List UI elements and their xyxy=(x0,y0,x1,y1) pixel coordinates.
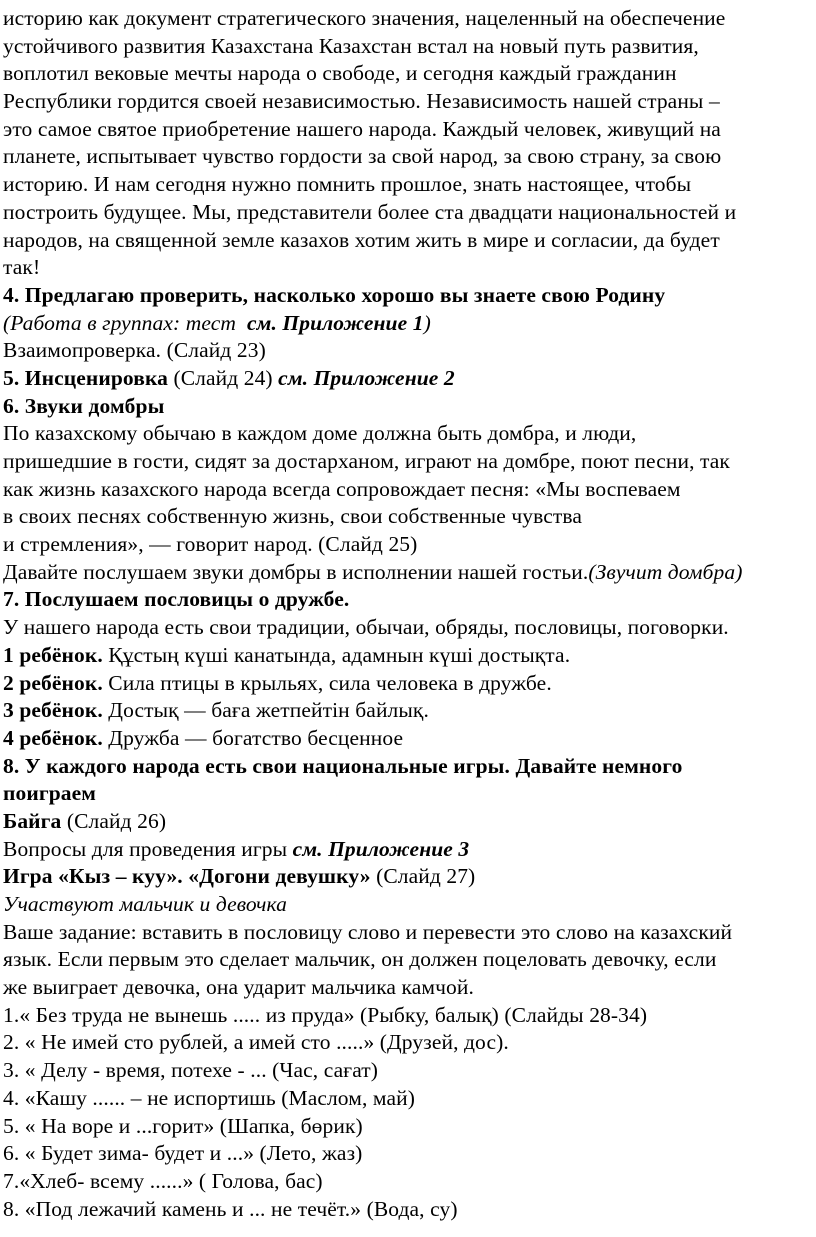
text-segment: 8. У каждого народа есть свои национальные игры. Давайте немного xyxy=(3,753,683,778)
text-segment: построить будущее. Мы, представители более ста двадцати национальностей и xyxy=(3,199,737,224)
text-line xyxy=(3,254,814,282)
text-line xyxy=(3,503,814,531)
text-line xyxy=(3,88,814,116)
text-line xyxy=(3,476,814,504)
text-segment: 4 ребёнок. xyxy=(3,725,109,750)
text-segment: 4. Предлагаю проверить, насколько хорошо вы знаете свою Родину xyxy=(3,282,666,307)
text-segment: 6. « Будет зима- будет и ...» (Лето, жаз) xyxy=(3,1141,363,1166)
text-segment: 1 ребёнок. xyxy=(3,642,109,667)
text-segment: как жизнь казахского народа всегда сопровождает песня: «Мы воспеваем xyxy=(3,476,681,501)
text-segment: Сила птицы в крыльях, сила человека в дружбе. xyxy=(108,670,552,695)
text-segment: (Работа в группах: тест xyxy=(3,310,247,335)
text-line xyxy=(3,227,814,255)
text-line xyxy=(3,1140,814,1168)
text-segment: (Слайд 27) xyxy=(376,864,476,889)
text-segment: планете, испытывает чувство гордости за свой народ, за свою страну, за свою xyxy=(3,144,722,169)
text-segment: (Звучит домбра) xyxy=(588,559,743,584)
text-segment: 5. Инсценировка xyxy=(3,365,174,390)
text-segment: 5. « На воре и ...горит» (Шапка, бөрик) xyxy=(3,1113,363,1138)
text-segment: и стремления», — говорит народ. (Слайд 25) xyxy=(3,532,418,557)
text-segment: см. Приложение 1 xyxy=(246,310,424,335)
text-segment: Ваше задание: вставить в пословицу слово и перевести это слово на казахский xyxy=(3,919,733,944)
text-line xyxy=(3,1196,814,1224)
text-segment: Республики гордится своей независимостью. Независимость нашей страны – xyxy=(3,89,720,114)
text-segment: (Слайд 24) xyxy=(173,365,279,390)
text-segment: же выиграет девочка, она ударит мальчика камчой. xyxy=(3,975,474,1000)
text-segment: пришедшие в гости, сидят за достарханом, играют на домбре, поют песни, так xyxy=(3,449,730,473)
text-segment: 7. Послушаем пословицы о дружбе. xyxy=(3,587,350,612)
text-segment: воплотил вековые мечты народа о свободе, и сегодня каждый гражданин xyxy=(3,61,677,86)
text-segment: Взаимопроверка. (Слайд 23) xyxy=(3,338,266,363)
text-line xyxy=(3,891,814,919)
document-text-body xyxy=(3,5,814,1223)
text-segment: поиграем xyxy=(3,781,96,806)
text-segment: язык. Если первым это сделает мальчик, он должен поцеловать девочку, если xyxy=(3,947,717,972)
text-segment: Байга xyxy=(3,808,67,833)
text-line xyxy=(3,863,814,891)
text-segment: (Слайд 26) xyxy=(66,808,167,833)
text-line xyxy=(3,282,814,310)
text-line xyxy=(3,531,814,559)
text-line xyxy=(3,586,814,614)
text-line xyxy=(3,5,814,33)
text-segment: 3 ребёнок. xyxy=(3,698,109,723)
text-segment: историю. И нам сегодня нужно помнить прошлое, знать настоящее, чтобы xyxy=(3,172,692,197)
text-line xyxy=(3,1002,814,1030)
text-segment: Вопросы для проведения игры xyxy=(3,836,293,861)
text-segment: 6. Звуки домбры xyxy=(3,393,165,418)
text-line xyxy=(3,420,814,448)
text-segment: историю как документ стратегического значения, нацеленный на обеспечение xyxy=(3,6,726,30)
text-line xyxy=(3,365,814,393)
text-line xyxy=(3,1113,814,1141)
text-segment: Құстың күші канатында, адамнын күші достықта. xyxy=(108,642,571,667)
text-segment: народов, на священной земле казахов хотим жить в мире и согласии, да будет xyxy=(3,227,720,252)
text-line xyxy=(3,642,814,670)
text-segment: см. Приложение 3 xyxy=(292,836,470,861)
text-line xyxy=(3,808,814,836)
text-segment: У нашего народа есть свои традиции, обычаи, обряды, пословицы, поговорки. xyxy=(3,615,729,640)
text-line xyxy=(3,1029,814,1057)
text-segment: см. Приложение 2 xyxy=(278,365,455,390)
text-segment: Участвуют мальчик и девочка xyxy=(3,892,288,916)
text-segment: 7.«Хлеб- всему ......» ( Голова, бас) xyxy=(3,1168,323,1193)
text-segment: Игра «Кыз – куу». «Догони девушку» xyxy=(3,864,377,889)
text-line xyxy=(3,393,814,421)
text-line xyxy=(3,836,814,864)
text-segment: По казахскому обычаю в каждом доме должна быть домбра, и люди, xyxy=(3,421,637,446)
text-line xyxy=(3,1168,814,1196)
text-line xyxy=(3,199,814,227)
text-line xyxy=(3,1057,814,1085)
text-segment: в своих песнях собственную жизнь, свои собственные чувства xyxy=(3,504,582,529)
text-segment: 2 ребёнок. xyxy=(3,670,109,695)
text-segment: Давайте послушаем звуки домбры в исполнении нашей гостьи. xyxy=(3,559,589,584)
text-segment: устойчивого развития Казахстана Казахстан встал на новый путь развития, xyxy=(3,33,699,58)
text-line xyxy=(3,1085,814,1113)
text-line xyxy=(3,946,814,974)
text-line xyxy=(3,116,814,144)
text-line xyxy=(3,310,814,338)
text-line xyxy=(3,60,814,88)
text-segment: 2. « Не имей сто рублей, а имей сто .....» (Друзей, дос). xyxy=(3,1030,509,1055)
text-line xyxy=(3,143,814,171)
text-line xyxy=(3,171,814,199)
text-line xyxy=(3,919,814,947)
text-line xyxy=(3,337,814,365)
text-line xyxy=(3,725,814,753)
text-segment: Дружба — богатство бесценное xyxy=(108,725,404,750)
text-line xyxy=(3,670,814,698)
text-segment: это самое святое приобретение нашего народа. Каждый человек, живущий на xyxy=(3,116,721,141)
text-line xyxy=(3,33,814,61)
text-line xyxy=(3,614,814,642)
text-segment: 1.« Без труда не вынешь ..... из пруда» (Рыбку, балық) (Слайды 28-34) xyxy=(3,1002,648,1027)
text-line xyxy=(3,448,814,476)
text-segment: Достық — баға жетпейтін байлық. xyxy=(108,698,429,723)
text-line xyxy=(3,559,814,587)
text-segment: 3. « Делу - время, потехе - ... (Час, сағат) xyxy=(3,1058,379,1083)
text-line xyxy=(3,697,814,725)
text-line xyxy=(3,974,814,1002)
text-segment: 8. «Под лежачий камень и ... не течёт.» (Вода, су) xyxy=(3,1196,458,1221)
text-line xyxy=(3,780,814,808)
text-segment: 4. «Кашу ...... – не испортишь (Маслом, май) xyxy=(3,1085,415,1110)
text-segment: ) xyxy=(423,310,431,335)
text-segment: так! xyxy=(3,255,41,280)
text-line xyxy=(3,753,814,781)
